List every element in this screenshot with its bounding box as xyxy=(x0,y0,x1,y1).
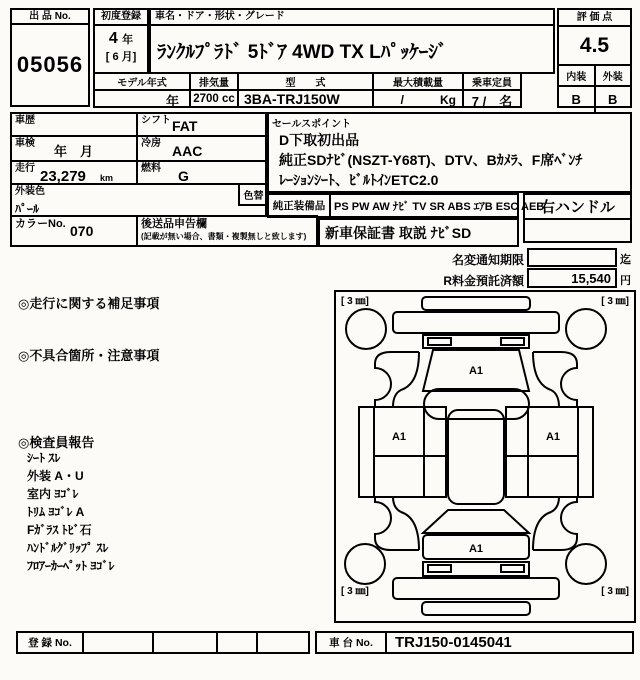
interior-grade-label: 内装 xyxy=(566,72,587,83)
handle-value: 右ハンドル xyxy=(539,199,615,216)
recycle-label: R料金預託済額 xyxy=(443,274,524,288)
mileage-value: 23,279 xyxy=(40,168,86,185)
deadline-label: 名変通知期限 xyxy=(451,253,524,267)
cooling-value: AAC xyxy=(172,143,203,159)
registration-no-cell xyxy=(154,633,218,652)
registration-no-row xyxy=(16,631,310,654)
tire-tread-rear-right: [ 3 ㎜] xyxy=(601,586,629,597)
late-items-note: (記載が無い場合、書類・複製無しと致します) xyxy=(141,232,307,241)
color-no-value: 070 xyxy=(70,223,94,239)
shift-cell xyxy=(136,112,267,137)
repaint-cell xyxy=(238,183,269,206)
left-doors xyxy=(374,407,446,497)
first-registration-cell xyxy=(93,8,149,74)
grade-value: 4.5 xyxy=(579,33,610,57)
equipment-value-cell xyxy=(329,193,545,218)
exterior-color-cell xyxy=(10,183,267,217)
capacity-label: 乗車定員 xyxy=(472,78,512,89)
rear-window xyxy=(423,510,529,533)
damage-mark-rear-gate: A1 xyxy=(468,543,484,555)
wheel-front-right xyxy=(566,309,606,349)
front-lamp-left xyxy=(428,338,451,345)
cooling-cell xyxy=(136,135,267,162)
driving-notes-heading: ◎走行に関する補足事項 xyxy=(18,296,160,311)
interior-grade-value: B xyxy=(571,92,581,107)
car-unfolded-diagram xyxy=(336,292,634,621)
mileage-unit: km xyxy=(100,173,114,183)
tire-tread-rear-left: [ 3 ㎜] xyxy=(341,586,369,597)
damage-diagram-box xyxy=(334,290,636,623)
inspector-item: ﾄﾘﾑ ﾖｺﾞﾚ A xyxy=(27,505,85,519)
grade-cell xyxy=(557,8,632,108)
recycle-value-box xyxy=(527,268,617,288)
wheel-rear-right xyxy=(566,544,606,584)
inspection-cell xyxy=(10,135,138,162)
repaint-label: 色替 xyxy=(243,191,264,202)
handle-cell xyxy=(523,193,632,243)
inspector-item: 室内 ﾖｺﾞﾚ xyxy=(27,487,79,501)
model-code-label: 型 式 xyxy=(285,78,326,89)
front-bumper xyxy=(393,312,559,333)
first-registration-label: 初度登録 xyxy=(101,11,141,22)
equipment-label-cell xyxy=(267,193,331,218)
defect-notes-heading: ◎不具合箇所・注意事項 xyxy=(18,348,160,363)
rear-bottom-strip xyxy=(422,602,530,615)
mileage-label: 走行 xyxy=(15,163,35,174)
vehicle-name-cell xyxy=(149,8,555,74)
sales-points-line2: 純正SDﾅﾋﾞ(NSZT-Y68T)、DTV、Bｶﾒﾗ、F席ﾍﾞﾝﾁ xyxy=(279,152,583,168)
chassis-no-value: TRJ150-0145041 xyxy=(395,634,512,651)
rear-lamp-left xyxy=(428,565,451,572)
rear-bumper xyxy=(393,578,559,599)
history-cell xyxy=(10,112,138,137)
late-items-cell xyxy=(136,215,318,247)
displacement-cell xyxy=(189,72,239,108)
registration-no-cell xyxy=(84,633,154,652)
equipment-label: 純正装備品 xyxy=(272,200,326,212)
left-sill xyxy=(359,407,374,497)
max-load-cell xyxy=(372,72,464,108)
model-year-value: 年 xyxy=(165,94,179,109)
exterior-grade-value: B xyxy=(608,92,618,107)
late-items-label: 後送品申告欄 xyxy=(141,218,207,230)
front-lamp-right xyxy=(501,338,524,345)
inspection-value: 年 月 xyxy=(54,144,94,159)
rear-left-pillar xyxy=(393,497,419,550)
lot-no-cell xyxy=(10,23,90,107)
sales-points-cell xyxy=(267,112,632,193)
model-code-value: 3BA-TRJ150W xyxy=(244,91,340,107)
displacement-label: 排気量 xyxy=(199,78,229,89)
front-panel xyxy=(423,335,529,348)
shift-label: シフト xyxy=(141,115,171,126)
first-registration-year: 4 xyxy=(108,30,118,47)
max-load-value: / Kg xyxy=(400,93,456,107)
first-registration-year-unit: 年 xyxy=(122,34,134,46)
damage-mark-hood: A1 xyxy=(468,365,484,377)
rear-lamp-right xyxy=(501,565,524,572)
documents-cell xyxy=(318,218,519,247)
chassis-no-label: 車 台 No. xyxy=(329,637,373,649)
deadline-value-box xyxy=(527,248,617,267)
color-no-cell xyxy=(10,215,138,247)
right-sill xyxy=(578,407,593,497)
registration-no-label: 登 録 No. xyxy=(28,637,72,649)
front-right-pillar xyxy=(533,352,559,407)
inspector-report-list xyxy=(27,449,114,575)
capacity-cell xyxy=(462,72,522,108)
cooling-label: 冷房 xyxy=(141,138,161,149)
rear-right-fender xyxy=(533,497,577,550)
recycle-unit: 円 xyxy=(620,275,631,287)
rear-left-fender xyxy=(375,497,419,550)
vehicle-name-label: 車名・ドア・形状・グレード xyxy=(155,11,285,22)
inspector-item: ｼｰﾄ ｽﾚ xyxy=(27,451,61,465)
registration-no-cell xyxy=(218,633,258,652)
tire-tread-front-left: [ 3 ㎜] xyxy=(341,296,369,307)
color-no-label: カラーNo. xyxy=(15,218,66,230)
sales-points-label: セールスポイント xyxy=(272,119,352,130)
inspector-item: Fｶﾞﾗｽ ﾄﾋﾞ石 xyxy=(27,523,92,537)
recycle-value: 15,540 xyxy=(571,270,611,286)
fuel-cell xyxy=(136,160,267,185)
first-registration-month: [ 6 月] xyxy=(105,51,137,63)
tire-tread-front-right: [ 3 ㎜] xyxy=(601,296,629,307)
inspector-item: ﾊﾝﾄﾞﾙｸﾞﾘｯﾌﾟ ｽﾚ xyxy=(27,541,109,555)
exterior-color-label: 外装色 xyxy=(15,186,45,197)
roof xyxy=(448,410,504,504)
vehicle-name-value: ﾗﾝｸﾙﾌﾟﾗﾄﾞ 5ﾄﾞｱ 4WD TX Lﾊﾟｯｹｰｼﾞ xyxy=(157,41,448,63)
lot-no-value: 05056 xyxy=(16,52,84,77)
capacity-value: 7 / 名 xyxy=(471,94,513,109)
inspector-item: ﾌﾛｱｰｶｰﾍﾟｯﾄ ﾖｺﾞﾚ xyxy=(27,559,115,573)
inspector-report-heading: ◎検査員報告 xyxy=(18,435,95,450)
history-label: 車歴 xyxy=(15,115,35,126)
documents-value: 新車保証書 取説 ﾅﾋﾞSD xyxy=(325,224,472,241)
inspector-item: 外装 A・U xyxy=(27,469,84,483)
deadline-unit: 迄 xyxy=(620,254,631,266)
mileage-cell xyxy=(10,160,138,185)
damage-mark-left-door: A1 xyxy=(391,431,407,443)
model-year-cell xyxy=(93,72,191,108)
damage-mark-right-door: A1 xyxy=(545,431,561,443)
sales-points-line3: ﾚｰｼｮﾝｼｰﾄ、ﾋﾞﾙﾄｲﾝETC2.0 xyxy=(279,172,439,188)
wheel-front-left xyxy=(346,309,386,349)
displacement-value: 2700 cc xyxy=(193,92,235,105)
sales-points-line1: D下取初出品 xyxy=(279,132,360,148)
wheel-rear-left xyxy=(345,544,385,584)
inspection-label: 車検 xyxy=(15,138,35,149)
model-code-cell xyxy=(237,72,374,108)
grade-label: 評 価 点 xyxy=(576,11,613,23)
lot-no-label: 出 品 No. xyxy=(29,10,71,22)
equipment-value: PS PW AW ﾅﾋﾞ TV SR ABS ｴｱB ESC AEB xyxy=(334,200,545,213)
front-top-strip xyxy=(422,297,530,310)
registration-no-cell xyxy=(258,633,308,652)
chassis-no-row xyxy=(315,631,634,654)
fuel-value: G xyxy=(178,168,189,184)
exterior-color-value: ﾊﾟｰﾙ xyxy=(15,202,40,216)
exterior-grade-label: 外装 xyxy=(602,72,623,83)
fuel-label: 燃料 xyxy=(141,163,161,174)
rear-right-pillar xyxy=(533,497,559,550)
front-left-pillar xyxy=(393,352,419,407)
max-load-label: 最大積載量 xyxy=(393,78,443,89)
model-year-label: モデル年式 xyxy=(117,78,167,89)
shift-value: FAT xyxy=(172,118,198,134)
right-doors xyxy=(506,407,578,497)
windshield xyxy=(424,389,529,419)
